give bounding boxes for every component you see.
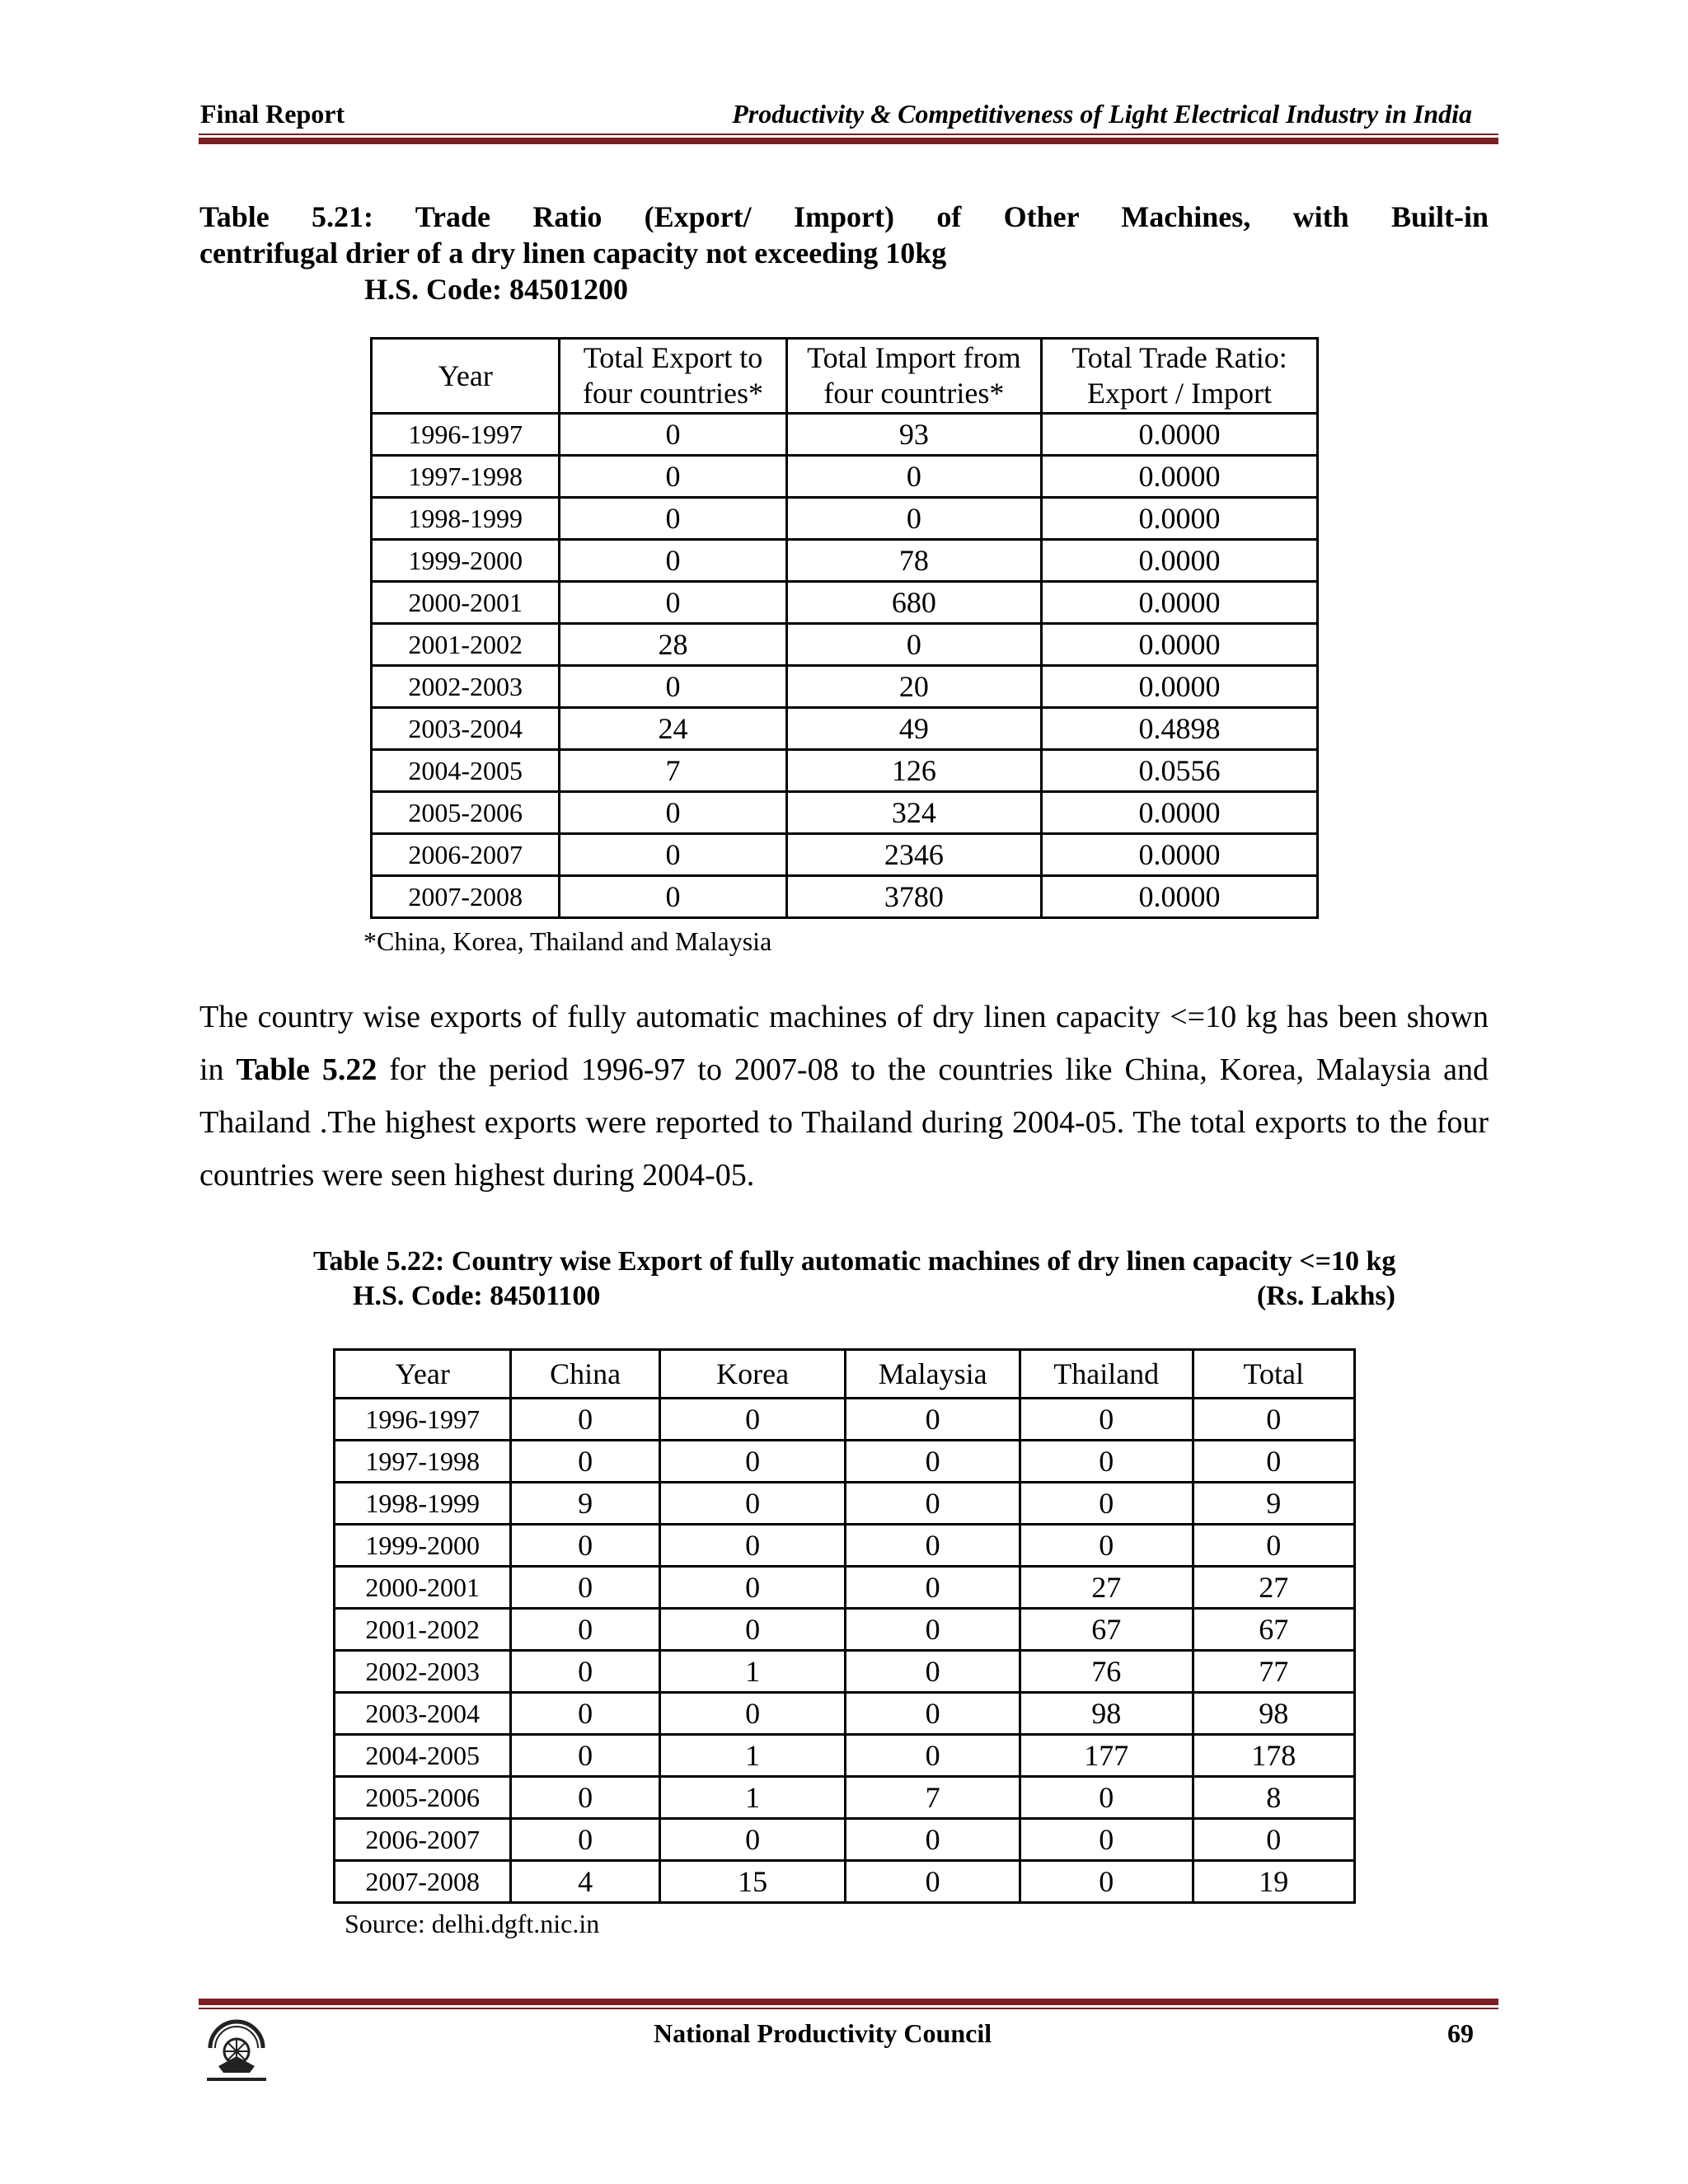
value-cell: 0 (560, 876, 786, 918)
value-cell: 19 (1193, 1861, 1354, 1903)
footer-organization: National Productivity Council (654, 2018, 992, 2048)
table-row (335, 1651, 1355, 1693)
table-row (335, 1861, 1355, 1903)
value-cell: 78 (786, 540, 1041, 582)
table-row (335, 1525, 1355, 1567)
table-row (372, 750, 1318, 792)
value-cell: 0 (511, 1735, 660, 1777)
caption-hs-code: H.S. Code: 84501100 (353, 1281, 601, 1311)
value-cell: 0 (846, 1693, 1020, 1735)
value-cell: 0 (659, 1483, 845, 1525)
table-header-row (335, 1350, 1355, 1399)
value-cell: 0.0000 (1042, 414, 1318, 456)
value-cell: 0 (659, 1819, 845, 1861)
year-cell: 1999-2000 (372, 540, 560, 582)
caption-line-1: Table 5.21: Trade Ratio (Export/ Import) of Other Machines, with Built-in (199, 200, 1489, 233)
value-cell: 324 (786, 792, 1041, 834)
column-header: Total (1193, 1350, 1354, 1399)
value-cell: 0.0556 (1042, 750, 1318, 792)
value-cell: 0.0000 (1042, 834, 1318, 876)
value-cell: 0 (1020, 1777, 1193, 1819)
value-cell: 0 (1193, 1819, 1354, 1861)
value-cell: 0 (1020, 1441, 1193, 1483)
page-header (199, 97, 1498, 130)
table-row (372, 708, 1318, 750)
table-row (335, 1819, 1355, 1861)
value-cell: 0 (786, 498, 1041, 540)
year-cell: 1997-1998 (335, 1441, 511, 1483)
value-cell: 0.4898 (1042, 708, 1318, 750)
column-header: Year (335, 1350, 511, 1399)
value-cell: 0 (846, 1735, 1020, 1777)
value-cell: 15 (659, 1861, 845, 1903)
table-5-21-caption (199, 199, 1489, 307)
table-row (372, 540, 1318, 582)
value-cell: 0.0000 (1042, 540, 1318, 582)
value-cell: 0 (511, 1693, 660, 1735)
table-row (372, 666, 1318, 708)
value-cell: 0.0000 (1042, 582, 1318, 624)
value-cell: 20 (786, 666, 1041, 708)
value-cell: 0 (846, 1651, 1020, 1693)
table-row (335, 1777, 1355, 1819)
value-cell: 0 (560, 792, 786, 834)
value-cell: 0 (1020, 1525, 1193, 1567)
value-cell: 0 (846, 1399, 1020, 1441)
column-header (786, 339, 1041, 414)
value-cell: 7 (846, 1777, 1020, 1819)
body-paragraph (199, 991, 1489, 1202)
value-cell: 49 (786, 708, 1041, 750)
value-cell: 0 (560, 498, 786, 540)
paragraph-table-reference: Table 5.22 (236, 1052, 377, 1087)
value-cell: 0 (560, 540, 786, 582)
value-cell: 0 (560, 582, 786, 624)
value-cell: 0 (659, 1567, 845, 1609)
caption-line-1: Table 5.22: Country wise Export of fully automatic machines of dry linen capacity <=10 kg (313, 1246, 1396, 1277)
year-cell: 2000-2001 (335, 1567, 511, 1609)
value-cell: 0 (511, 1819, 660, 1861)
table-5-22-caption (313, 1244, 1489, 1314)
value-cell: 680 (786, 582, 1041, 624)
value-cell: 28 (560, 624, 786, 666)
value-cell: 0 (560, 834, 786, 876)
value-cell: 0 (659, 1399, 845, 1441)
value-cell: 9 (1193, 1483, 1354, 1525)
header-rule-thin (199, 134, 1498, 135)
table-row (372, 792, 1318, 834)
value-cell: 1 (659, 1777, 845, 1819)
column-header: Malaysia (846, 1350, 1020, 1399)
page-number: 69 (1447, 2018, 1474, 2048)
year-cell: 2003-2004 (372, 708, 560, 750)
page-footer (199, 1999, 1498, 2097)
npc-emblem-icon (199, 2013, 274, 2089)
column-header (1042, 339, 1318, 414)
value-cell: 0 (786, 456, 1041, 498)
year-cell: 2001-2002 (335, 1609, 511, 1651)
paragraph-text-1: The country wise exports of fully automatic machines of dry linen capacity <=10 kg has been shown in (199, 1000, 1489, 1087)
table-row (372, 582, 1318, 624)
value-cell: 0.0000 (1042, 498, 1318, 540)
column-header-line: four countries* (583, 377, 763, 410)
country-export-table (333, 1348, 1356, 1904)
year-cell: 2007-2008 (372, 876, 560, 918)
year-cell: 2007-2008 (335, 1861, 511, 1903)
value-cell: 98 (1193, 1693, 1354, 1735)
table-row (372, 834, 1318, 876)
value-cell: 0 (560, 666, 786, 708)
year-cell: 2005-2006 (335, 1777, 511, 1819)
year-cell: 2003-2004 (335, 1693, 511, 1735)
value-cell: 0.0000 (1042, 876, 1318, 918)
table-row (335, 1441, 1355, 1483)
table-row (335, 1693, 1355, 1735)
value-cell: 126 (786, 750, 1041, 792)
year-cell: 1996-1997 (372, 414, 560, 456)
year-cell: 2006-2007 (372, 834, 560, 876)
value-cell: 0 (846, 1567, 1020, 1609)
footer-rule-thick (199, 1999, 1498, 2005)
year-cell: 1997-1998 (372, 456, 560, 498)
value-cell: 0 (846, 1441, 1020, 1483)
value-cell: 24 (560, 708, 786, 750)
year-cell: 2001-2002 (372, 624, 560, 666)
value-cell: 0 (846, 1525, 1020, 1567)
year-cell: 2005-2006 (372, 792, 560, 834)
table-row (372, 876, 1318, 918)
table-row (335, 1483, 1355, 1525)
value-cell: 0 (1193, 1525, 1354, 1567)
value-cell: 0 (659, 1441, 845, 1483)
value-cell: 27 (1193, 1567, 1354, 1609)
column-header-line: Total Import from (807, 341, 1021, 374)
table-row (372, 498, 1318, 540)
year-cell: 1996-1997 (335, 1399, 511, 1441)
value-cell: 0 (846, 1483, 1020, 1525)
value-cell: 0 (511, 1777, 660, 1819)
table-row (335, 1399, 1355, 1441)
value-cell: 7 (560, 750, 786, 792)
year-cell: 2004-2005 (372, 750, 560, 792)
year-cell: 2000-2001 (372, 582, 560, 624)
value-cell: 93 (786, 414, 1041, 456)
column-header-line: Year (438, 359, 493, 392)
value-cell: 0 (659, 1609, 845, 1651)
value-cell: 0 (1020, 1399, 1193, 1441)
value-cell: 0 (511, 1651, 660, 1693)
value-cell: 0 (511, 1525, 660, 1567)
year-cell: 1998-1999 (335, 1483, 511, 1525)
value-cell: 0 (560, 414, 786, 456)
table-row (372, 624, 1318, 666)
value-cell: 0 (846, 1819, 1020, 1861)
value-cell: 1 (659, 1735, 845, 1777)
value-cell: 0 (659, 1525, 845, 1567)
year-cell: 2004-2005 (335, 1735, 511, 1777)
caption-hs-code: H.S. Code: 84501200 (364, 273, 629, 306)
year-cell: 1999-2000 (335, 1525, 511, 1567)
value-cell: 0 (659, 1693, 845, 1735)
value-cell: 0 (1020, 1483, 1193, 1525)
column-header-line: Export / Import (1087, 377, 1272, 410)
year-cell: 2002-2003 (372, 666, 560, 708)
year-cell: 2006-2007 (335, 1819, 511, 1861)
column-header (372, 339, 560, 414)
table-row (335, 1567, 1355, 1609)
table-row (335, 1735, 1355, 1777)
value-cell: 2346 (786, 834, 1041, 876)
value-cell: 8 (1193, 1777, 1354, 1819)
value-cell: 0 (511, 1609, 660, 1651)
value-cell: 4 (511, 1861, 660, 1903)
value-cell: 67 (1193, 1609, 1354, 1651)
value-cell: 0 (846, 1861, 1020, 1903)
trade-ratio-table (370, 337, 1319, 919)
value-cell: 178 (1193, 1735, 1354, 1777)
value-cell: 9 (511, 1483, 660, 1525)
value-cell: 77 (1193, 1651, 1354, 1693)
value-cell: 0 (1020, 1861, 1193, 1903)
value-cell: 0 (560, 456, 786, 498)
value-cell: 67 (1020, 1609, 1193, 1651)
column-header-line: Total Trade Ratio: (1071, 341, 1287, 374)
column-header: Korea (659, 1350, 845, 1399)
header-right-text: Productivity & Competitiveness of Light Electrical Industry in India (732, 99, 1472, 129)
value-cell: 0 (1193, 1399, 1354, 1441)
value-cell: 27 (1020, 1567, 1193, 1609)
column-header: Thailand (1020, 1350, 1193, 1399)
footer-rule-thin (199, 2008, 1498, 2009)
value-cell: 0 (1020, 1819, 1193, 1861)
column-header: China (511, 1350, 660, 1399)
year-cell: 1998-1999 (372, 498, 560, 540)
caption-unit: (Rs. Lakhs) (1256, 1281, 1395, 1311)
table-header-row (372, 339, 1318, 414)
table-footnote: *China, Korea, Thailand and Malaysia (363, 926, 772, 956)
value-cell: 0 (1193, 1441, 1354, 1483)
source-note: Source: delhi.dgft.nic.in (345, 1909, 600, 1938)
value-cell: 1 (659, 1651, 845, 1693)
year-cell: 2002-2003 (335, 1651, 511, 1693)
value-cell: 0.0000 (1042, 624, 1318, 666)
column-header (560, 339, 786, 414)
value-cell: 0 (786, 624, 1041, 666)
caption-line-2: centrifugal drier of a dry linen capacity not exceeding 10kg (199, 237, 947, 269)
value-cell: 98 (1020, 1693, 1193, 1735)
value-cell: 177 (1020, 1735, 1193, 1777)
value-cell: 76 (1020, 1651, 1193, 1693)
value-cell: 0 (511, 1567, 660, 1609)
column-header-line: four countries* (823, 377, 1005, 410)
header-left-text: Final Report (200, 99, 345, 129)
table-row (372, 456, 1318, 498)
value-cell: 0 (511, 1399, 660, 1441)
table-row (372, 414, 1318, 456)
table-row (335, 1609, 1355, 1651)
value-cell: 0.0000 (1042, 792, 1318, 834)
value-cell: 3780 (786, 876, 1041, 918)
value-cell: 0.0000 (1042, 456, 1318, 498)
value-cell: 0 (511, 1441, 660, 1483)
value-cell: 0 (846, 1609, 1020, 1651)
value-cell: 0.0000 (1042, 666, 1318, 708)
paragraph-text-2: for the period 1996-97 to 2007-08 to the countries like China, Korea, Malaysia and Thailand .The highest exports were reported to Thailand during 2004-05. The total exports to the four countries were seen highest during 2004-05. (199, 1052, 1489, 1193)
column-header-line: Total Export to (583, 341, 763, 374)
header-rule-thick (199, 138, 1498, 144)
